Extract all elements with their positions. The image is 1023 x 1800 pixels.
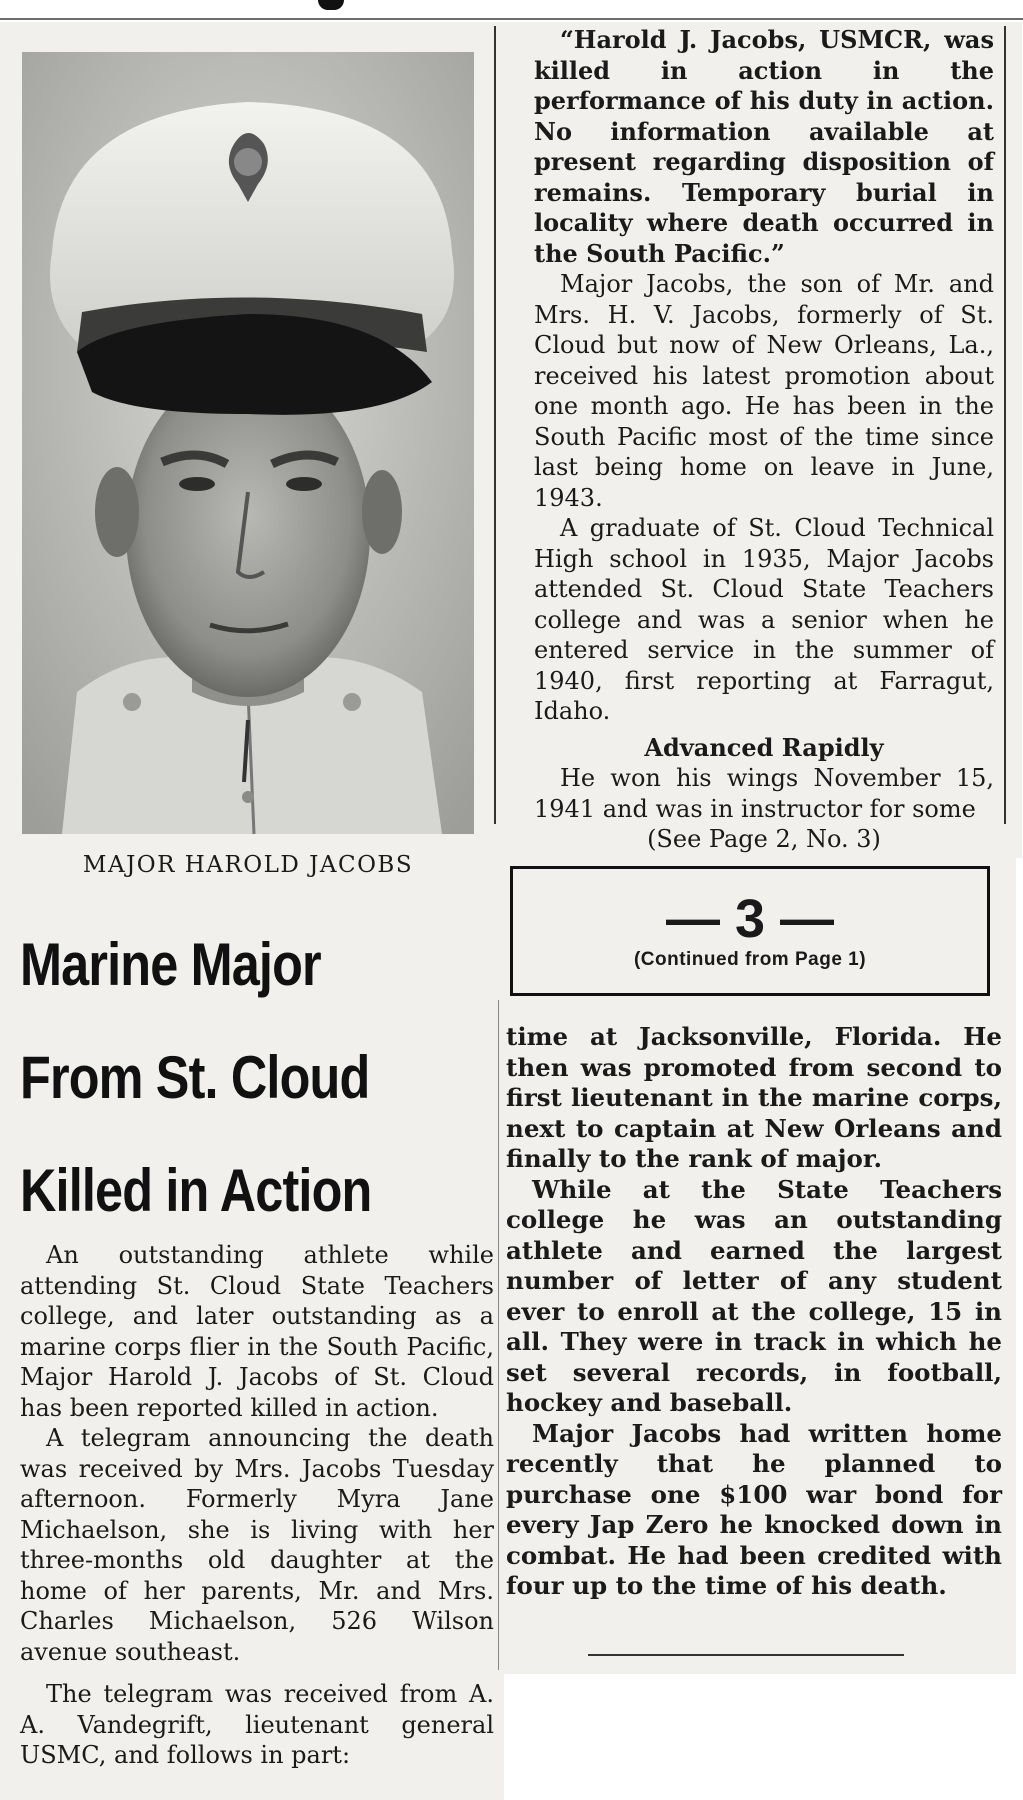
continuation-box [510, 866, 990, 996]
end-rule [588, 1654, 904, 1656]
paragraph: A telegram announcing the death was received by Mrs. Jacobs Tuesday afternoon. Formerly Myra Jane Michaelson, she is living with her three-months old daughter at the home of her parents, Mr. and Mrs. Charles Michaelson, 526 Wilson avenue southeast. [20, 1424, 494, 1666]
portrait-photo [22, 52, 474, 834]
paragraph: Major Jacobs, the son of Mr. and Mrs. H. V. Jacobs, formerly of St. Cloud but now of New Orleans, La., received his latest promotion about one month ago. He has been in the South Pacific most of the time since last being home on leave in June, 1943. [534, 270, 994, 512]
column-divider-lower [498, 1000, 499, 1670]
jump-line: (See Page 2, No. 3) [647, 825, 881, 853]
article-body-right [534, 25, 994, 855]
paragraph: time at Jacksonville, Florida. He then was promoted from second to first lieutenant in the marine corps, next to captain at New Orleans and finally to the rank of major. [506, 1022, 1002, 1173]
right-edge-rule [1004, 26, 1006, 824]
continuation-label: (Continued from Page 1) [633, 949, 867, 970]
subheading: Advanced Rapidly [644, 732, 884, 762]
continued-article-body [506, 1022, 1002, 1602]
continuation-number: — 3 — [665, 889, 835, 949]
headline-line-3: Killed in Action [20, 1157, 372, 1224]
headline [20, 908, 423, 1247]
paragraph: A graduate of St. Cloud Technical High school in 1935, Major Jacobs attended St. Cloud State Teachers college and was a senior when he entered service in the summer of 1940, first reporting at Farragut, Idaho. [534, 514, 994, 725]
column-divider [494, 26, 496, 824]
paragraph: While at the State Teachers college he was an outstanding athlete and earned the largest number of letter of any student ever to enroll at the college, 15 in all. They were in track in which he set several records, in football, hockey and baseball. [506, 1174, 1002, 1417]
photo-caption: MAJOR HAROLD JACOBS [82, 852, 414, 878]
article-body-left [20, 1240, 494, 1771]
paragraph: Major Jacobs had written home recently that he planned to purchase one $100 war bond for every Jap Zero he knocked down in combat. He had been credited with four up to the time of his death. [506, 1418, 1002, 1600]
headline-line-1: Marine Major [20, 931, 321, 998]
portrait-illustration [22, 52, 474, 834]
top-rule [0, 18, 1023, 20]
paragraph: An outstanding athlete while attending St. Cloud State Teachers college, and later outstanding as a marine corps flier in the South Pacific, Major Harold J. Jacobs of St. Cloud has been reported killed in action. [20, 1241, 494, 1422]
headline-line-2: From St. Cloud [20, 1044, 370, 1111]
telegram-quote: “Harold J. Jacobs, USMCR, was killed in action in the performance of his duty in action. No information available at present regarding disposition of remains. Temporary burial in locality where death occurred in the South Pacific.” [534, 25, 994, 268]
paragraph: The telegram was received from A. A. Vandegrift, lieutenant general USMC, and follows in part: [20, 1680, 494, 1769]
paragraph: He won his wings November 15, 1941 and was in instructor for some [534, 764, 994, 823]
clipped-masthead-fragment [318, 0, 344, 10]
